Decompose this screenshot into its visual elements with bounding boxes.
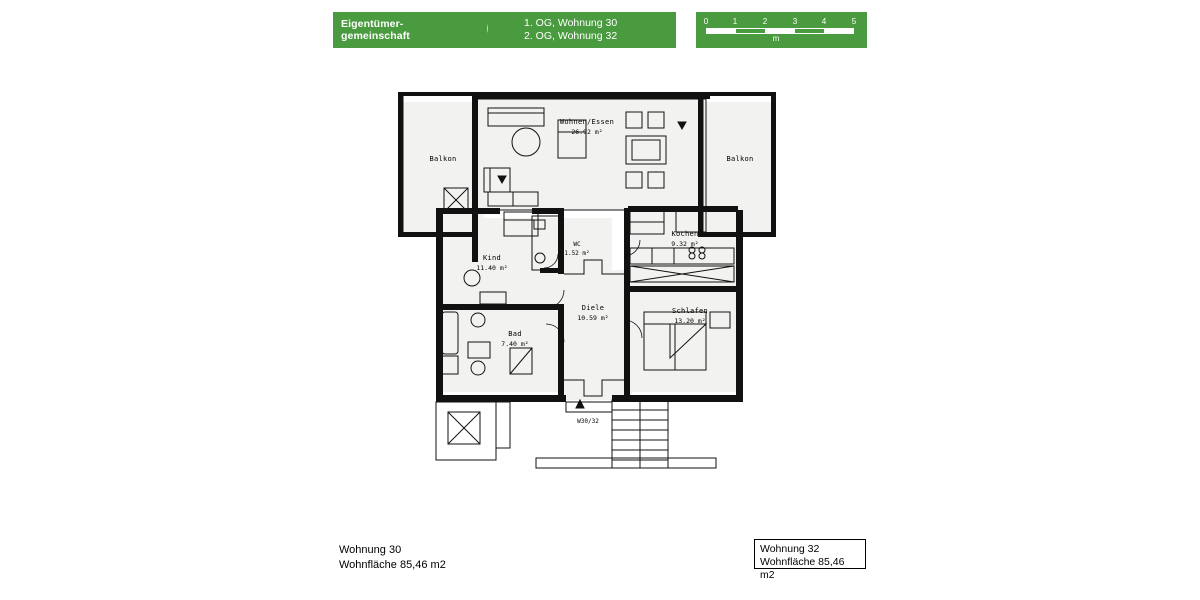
apartment-30-name: Wohnung 30 (339, 544, 402, 556)
apartment-32-caption (754, 539, 866, 581)
room-label-schlafen: Schlafen (671, 307, 709, 315)
scale-tick-5: 5 (851, 17, 857, 26)
room-area-schlafen: 13.20 m² (674, 317, 706, 325)
room-label-balkon-right: Balkon (726, 155, 754, 163)
scale-segment (824, 29, 853, 33)
room-area-diele: 10.59 m² (577, 314, 609, 322)
floor-plan (380, 80, 800, 480)
apartment-30-area: Wohnfläche 85,46 m2 (339, 559, 446, 571)
scale-bar-graphic (706, 28, 854, 34)
scale-tick-1: 1 (732, 17, 738, 26)
scale-segment (765, 29, 794, 33)
scale-tick-0: 0 (703, 17, 709, 26)
owner-line-2: gemeinschaft (341, 30, 410, 42)
owner-community-block (333, 12, 479, 48)
scale-segment (736, 29, 765, 33)
scale-graphic (702, 17, 861, 43)
room-area-kind: 11.40 m² (476, 264, 508, 272)
room-label-kind: Kind (482, 254, 502, 262)
floor-line-1: 1. OG, Wohnung 30 (524, 17, 618, 29)
room-area-wohnen-essen: 26.92 m² (571, 128, 603, 136)
apartment-32-name: Wohnung 32 (760, 543, 820, 555)
room-label-balkon-left: Balkon (429, 155, 457, 163)
scale-unit-label: m (772, 34, 780, 43)
room-label-kochen: Kochen (671, 230, 699, 238)
scale-tick-labels (702, 17, 857, 28)
scale-segment (707, 29, 736, 33)
scale-tick-4: 4 (821, 17, 827, 26)
room-fills (402, 98, 774, 400)
owner-community-text (341, 18, 410, 42)
floor-line-2: 2. OG, Wohnung 32 (524, 30, 618, 42)
scale-tick-3: 3 (792, 17, 798, 26)
owner-line-1: Eigentümer- (341, 18, 404, 30)
room-area-wc: 1.52 m² (564, 250, 590, 257)
stair-label: W30/32 (577, 418, 599, 425)
room-area-kochen: 9.32 m² (671, 240, 699, 248)
room-label-bad: Bad (508, 330, 522, 338)
apartment-32-area: Wohnfläche 85,46 m2 (760, 556, 845, 581)
floor-info-block (488, 12, 676, 48)
scale-segment (795, 29, 824, 33)
scale-tick-2: 2 (762, 17, 768, 26)
apartment-30-caption (339, 543, 539, 573)
scale-bar-block (696, 12, 867, 48)
room-label-wohnen-essen: Wohnen/Essen (559, 118, 615, 126)
room-area-bad: 7.40 m² (501, 340, 529, 348)
header-bar (333, 12, 867, 48)
room-label-diele: Diele (581, 304, 605, 312)
room-label-wc: WC (573, 241, 581, 248)
floor-plan-drawing (380, 80, 800, 480)
